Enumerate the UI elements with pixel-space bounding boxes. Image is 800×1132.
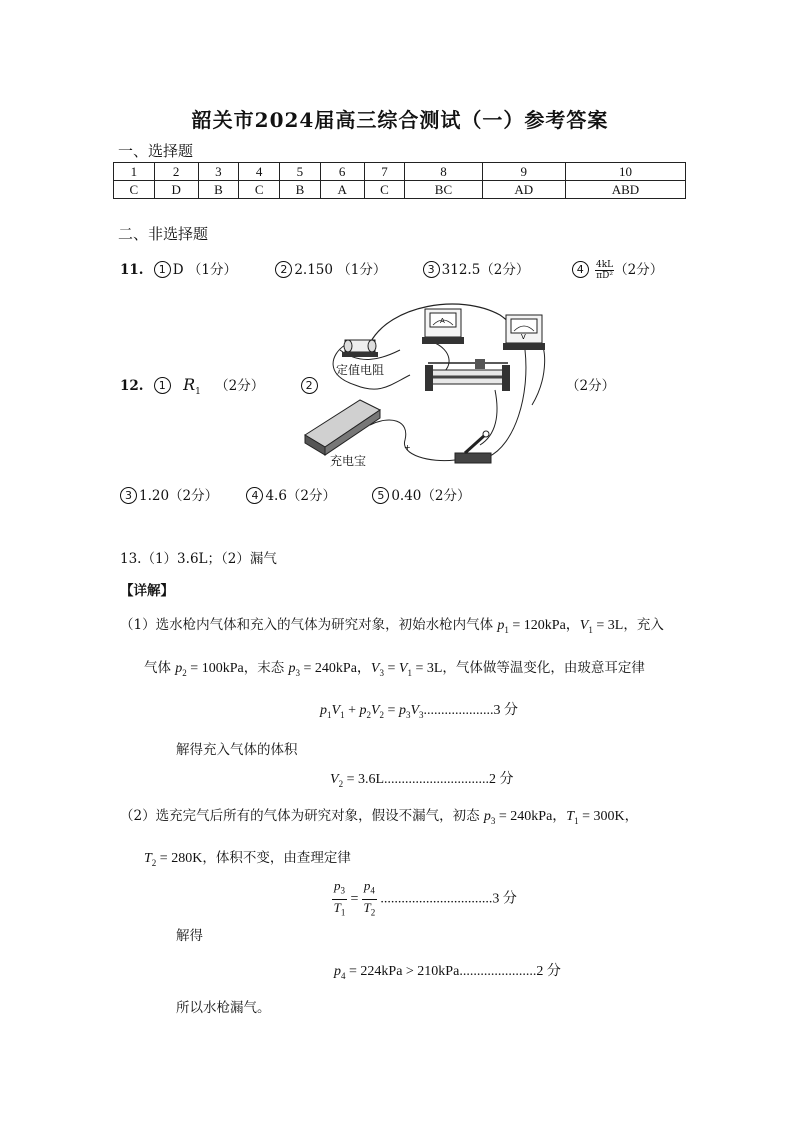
label-power-bank: 充电宝 <box>330 454 367 468</box>
q13-para2-line1: （2）选充完气后所有的气体为研究对象，假设不漏气，初态 $p_3 = 240kPa$，$T_1 = 300K$， <box>120 808 639 826</box>
answer-table-answer-cell: B <box>198 181 239 199</box>
circuit-diagram-svg <box>300 295 560 475</box>
q12-answer-1-var: $R_1$ <box>183 375 201 398</box>
svg-text:V: V <box>521 333 526 341</box>
answer-table-numbers-row <box>114 163 686 181</box>
q11-answer-4-fraction: $\frac{4kL}{\text{πD²}}$ <box>595 260 614 281</box>
circled-4-icon: 4 <box>246 487 263 504</box>
circled-2-icon: 2 <box>301 377 318 394</box>
answer-table-number-cell: 3 <box>198 163 239 181</box>
power-bank-icon <box>305 400 411 455</box>
answer-table <box>113 162 686 199</box>
q12-answer-4: 4.6（2分） <box>265 488 337 504</box>
answer-table-number-cell: 7 <box>364 163 405 181</box>
answer-table-answer-cell: C <box>364 181 405 199</box>
circled-1-icon: 1 <box>154 261 171 278</box>
q13-para1-line1: （1）选水枪内气体和充入的气体为研究对象，初始水枪内气体 $p_1 = 120kPa$，$V_1 = 3L$，充入 <box>120 617 664 635</box>
q11-line <box>120 258 663 281</box>
section-heading-nonchoice: 二、非选择题 <box>118 225 209 243</box>
page-title: 韶关市2024届高三综合测试（一）参考答案 <box>191 108 609 132</box>
q11-answer-4-score: （2分） <box>614 262 664 278</box>
circled-3-icon: 3 <box>423 261 440 278</box>
q13-equation-boyle: $p_1V_1 + p_2V_2 = p_3V_3....................3$ 分 <box>320 703 518 720</box>
answer-table-answer-cell: B <box>280 181 321 199</box>
circled-1-icon: 1 <box>154 377 171 394</box>
q11-number: 11. <box>120 262 144 278</box>
answer-table-answer-cell: D <box>154 181 198 199</box>
q11-answer-2: 2.150 （1分） <box>294 262 387 278</box>
circuit-diagram <box>300 295 560 475</box>
q12-answer-5: 0.40（2分） <box>391 488 471 504</box>
q11-answer-3: 312.5（2分） <box>441 262 530 278</box>
answer-table-answer-cell: AD <box>482 181 565 199</box>
q13-equation-v2: $V_2 = 3.6L..............................2$ 分 <box>330 772 514 789</box>
voltmeter-icon <box>503 315 545 350</box>
q12-answer-3: 1.20（2分） <box>139 488 219 504</box>
q12-line <box>120 374 320 397</box>
q13-header: 13.（1）3.6L；（2）漏气 <box>120 551 277 567</box>
answer-table-number-cell: 2 <box>154 163 198 181</box>
q12-answer-1-score: （2分） <box>215 378 265 394</box>
rheostat-icon <box>425 359 510 391</box>
circled-4-icon: 4 <box>572 261 589 278</box>
answer-table-answers-row <box>114 181 686 199</box>
q13-para2-line2: $T_2 = 280K$，体积不变，由查理定律 <box>144 850 351 868</box>
q13-conclusion: 所以水枪漏气。 <box>176 1000 271 1016</box>
q12-line-2 <box>120 484 470 504</box>
switch-icon <box>455 431 491 463</box>
answer-table-answer-cell: C <box>239 181 280 199</box>
q12-answer-2-score: （2分） <box>566 378 616 394</box>
q13-detail-label: 【详解】 <box>120 583 174 599</box>
q13-equation-p4: $p_4 = 224kPa > 210kPa......................2$ 分 <box>334 964 561 981</box>
q11-answer-1: D （1分） <box>172 262 238 278</box>
answer-table-number-cell: 1 <box>114 163 155 181</box>
ammeter-icon <box>422 309 464 344</box>
resistor-icon <box>342 340 378 357</box>
svg-text:A: A <box>440 317 445 325</box>
answer-table-number-cell: 10 <box>565 163 685 181</box>
answer-table-number-cell: 5 <box>280 163 321 181</box>
q13-para1-line2: 气体 $p_2 = 100kPa$，末态 $p_3 = 240kPa$，$V_3 = V_1 = 3L$，气体做等温变化，由玻意耳定律 <box>144 660 645 678</box>
answer-table-answer-cell: ABD <box>565 181 685 199</box>
answer-table-answer-cell: C <box>114 181 155 199</box>
q13-solve2: 解得 <box>176 928 203 944</box>
answer-table-answer-cell: BC <box>405 181 482 199</box>
circled-5-icon: 5 <box>372 487 389 504</box>
answer-table-number-cell: 6 <box>320 163 364 181</box>
q13-solve1: 解得充入气体的体积 <box>176 742 298 758</box>
label-fixed-resistor: 定值电阻 <box>336 363 385 377</box>
circled-3-icon: 3 <box>120 487 137 504</box>
q12-number: 12. <box>120 378 144 394</box>
answer-table-answer-cell: A <box>320 181 364 199</box>
answer-table-number-cell: 9 <box>482 163 565 181</box>
answer-table-number-cell: 8 <box>405 163 482 181</box>
section-heading-choice: 一、选择题 <box>118 142 194 160</box>
circled-2-icon: 2 <box>275 261 292 278</box>
svg-text:+: + <box>404 443 411 452</box>
answer-table-number-cell: 4 <box>239 163 280 181</box>
q13-equation-charles: $\frac{p_3}{T_1}$ = $\frac{p_4}{T_2}$ ................................3 分 <box>333 878 517 918</box>
